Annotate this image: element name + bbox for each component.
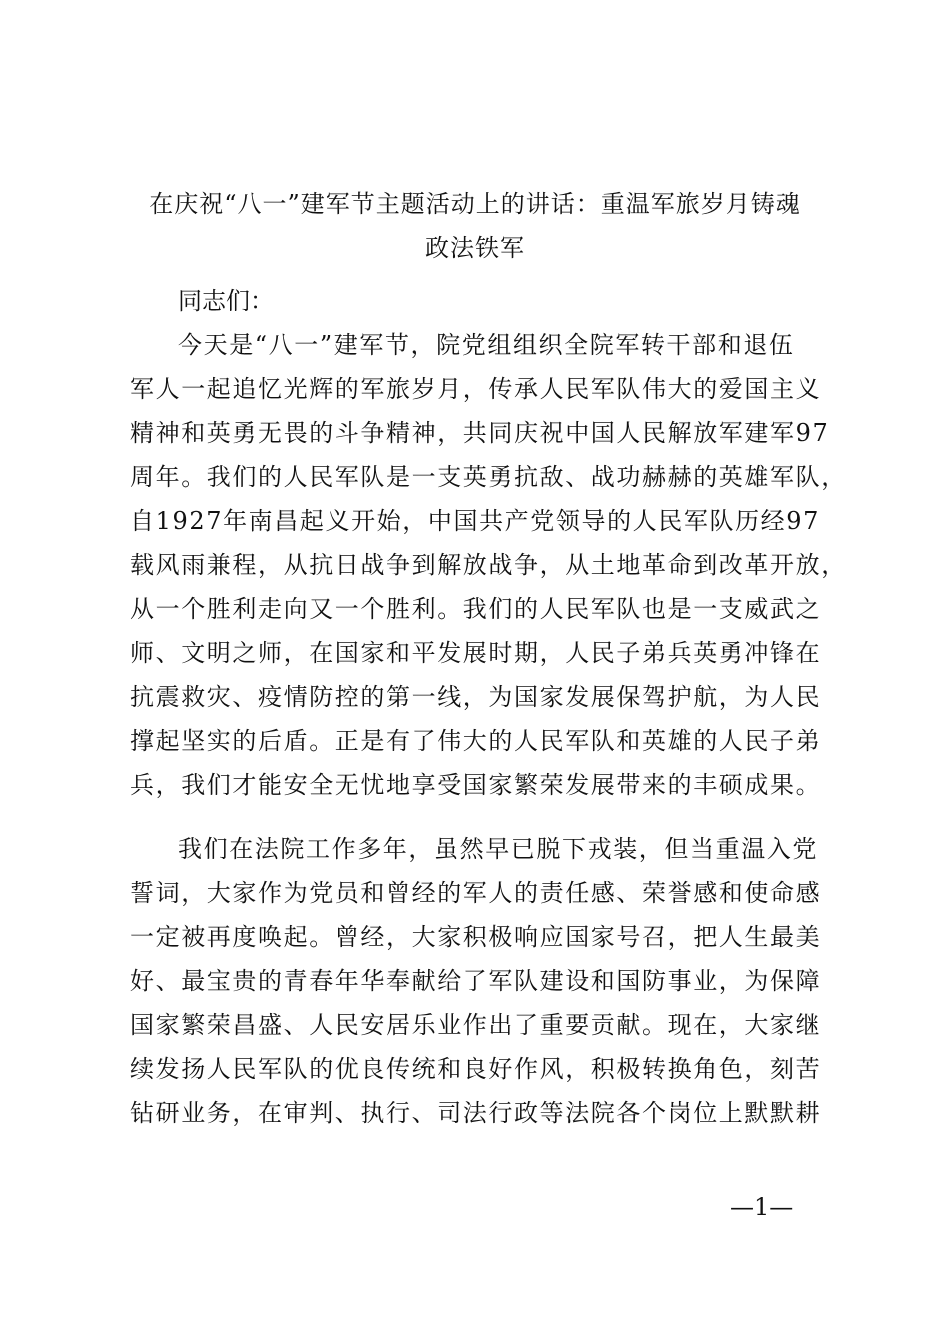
paragraph-line: 军人一起追忆光辉的军旅岁月，传承人民军队伟大的爱国主义: [130, 375, 822, 403]
paragraph-line: 兵，我们才能安全无忧地享受国家繁荣发展带来的丰硕成果。: [130, 771, 822, 799]
paragraph-2: [130, 827, 820, 1135]
paragraph-line: 钻研业务，在审判、执行、司法行政等法院各个岗位上默默耕: [130, 1099, 822, 1127]
paragraph-line: 誓词，大家作为党员和曾经的军人的责任感、荣誉感和使命感: [130, 879, 822, 907]
page-number: —1—: [730, 1193, 794, 1221]
document-title-line-1: 在庆祝“八一”建军节主题活动上的讲话：重温军旅岁月铸魂: [149, 190, 801, 218]
paragraph-1: [130, 323, 847, 807]
paragraph-line: 我们在法院工作多年，虽然早已脱下戎装，但当重温入党: [178, 835, 818, 863]
paragraph-line: 抗震救灾、疫情防控的第一线，为国家发展保驾护航，为人民: [130, 683, 822, 711]
paragraph-line: 周年。我们的人民军队是一支英勇抗敌、战功赫赫的英雄军队，: [130, 463, 847, 491]
paragraph-line: 精神和英勇无畏的斗争精神，共同庆祝中国人民解放军建军97: [130, 419, 830, 447]
paragraph-line: 撑起坚实的后盾。正是有了伟大的人民军队和英雄的人民子弟: [130, 727, 822, 755]
greeting: 同志们：: [178, 287, 274, 315]
document-title-line-2: 政法铁军: [425, 234, 525, 262]
paragraph-line: 从一个胜利走向又一个胜利。我们的人民军队也是一支威武之: [130, 595, 822, 623]
paragraph-line: 国家繁荣昌盛、人民安居乐业作出了重要贡献。现在，大家继: [130, 1011, 822, 1039]
paragraph-line: 好、最宝贵的青春年华奉献给了军队建设和国防事业，为保障: [130, 967, 822, 995]
paragraph-line: 今天是“八一”建军节，院党组组织全院军转干部和退伍: [178, 331, 795, 359]
paragraph-line: 一定被再度唤起。曾经，大家积极响应国家号召，把人生最美: [130, 923, 822, 951]
paragraph-line: 自1927年南昌起义开始，中国共产党领导的人民军队历经97: [130, 507, 821, 535]
paragraph-line: 师、文明之师，在国家和平发展时期，人民子弟兵英勇冲锋在: [130, 639, 822, 667]
paragraph-line: 载风雨兼程，从抗日战争到解放战争，从土地革命到改革开放，: [130, 551, 847, 579]
paragraph-line: 续发扬人民军队的优良传统和良好作风，积极转换角色，刻苦: [130, 1055, 822, 1083]
